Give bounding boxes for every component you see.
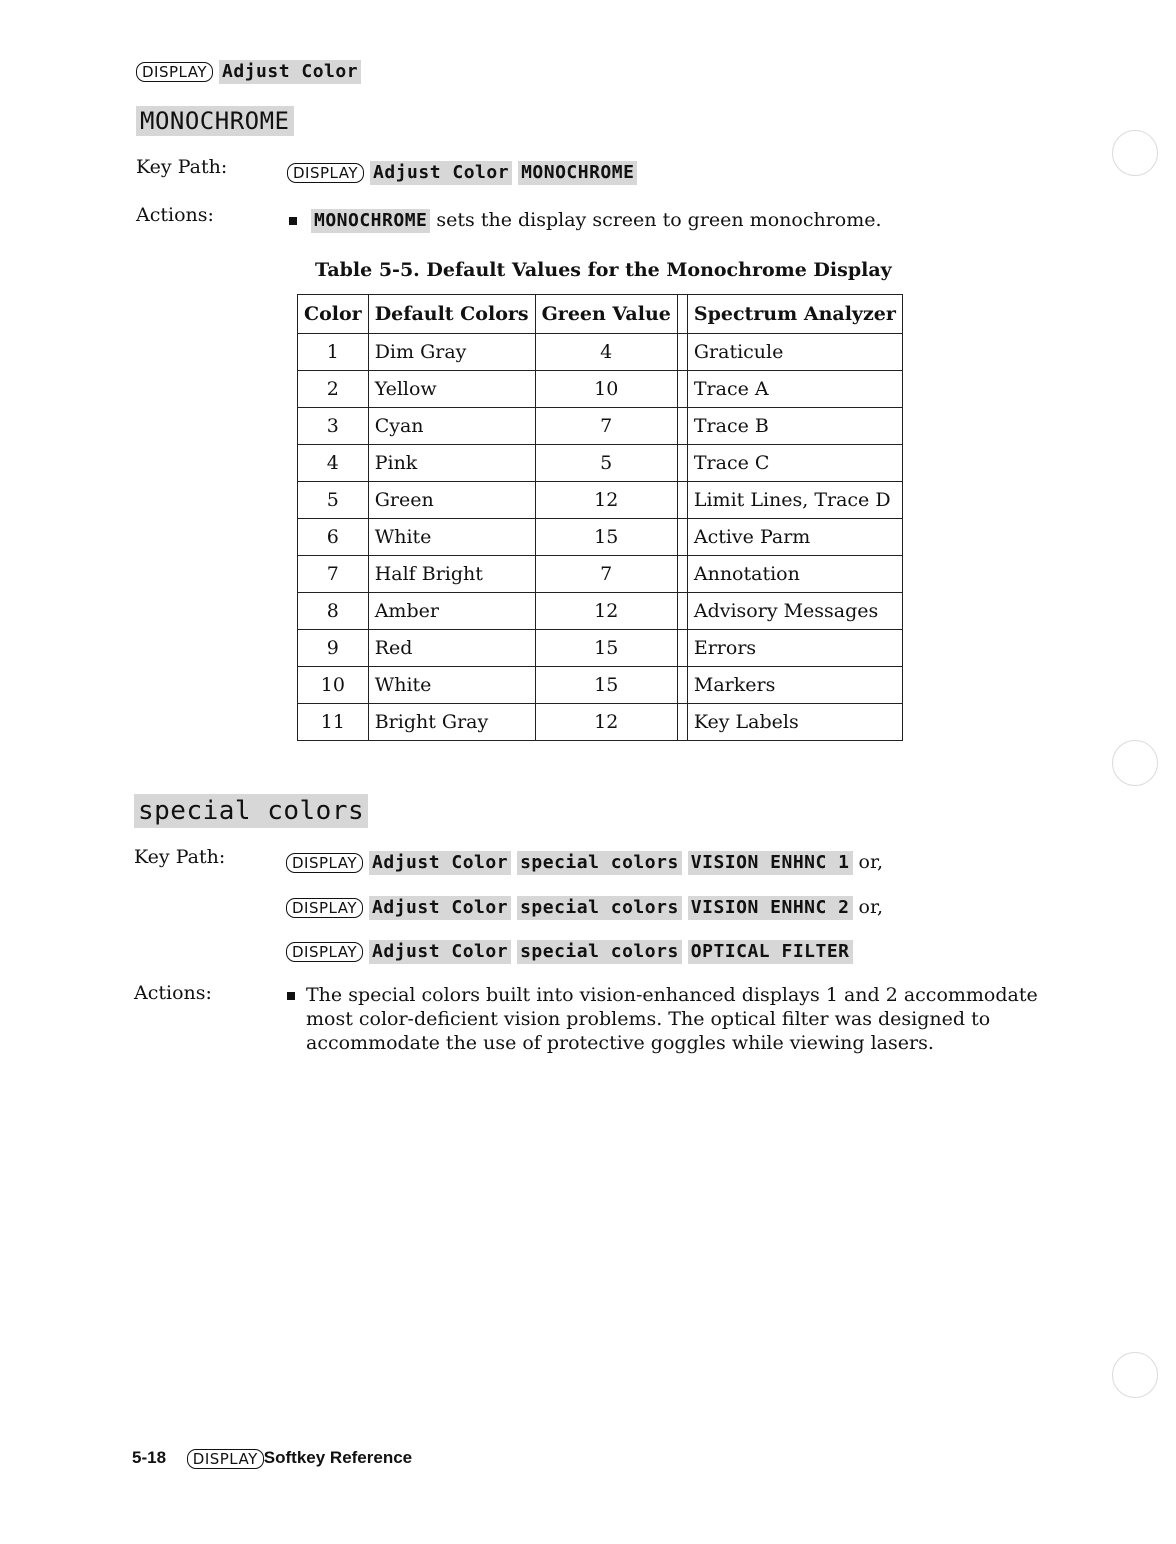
cell-analyzer-item: Trace C xyxy=(687,445,902,482)
cell-color-number: 5 xyxy=(298,482,369,519)
vision-enhnc-1-softkey: VISION ENHNC 1 xyxy=(688,851,853,875)
page-footer xyxy=(132,1448,412,1469)
cell-analyzer-item: Markers xyxy=(687,667,902,704)
cell-color-number: 7 xyxy=(298,556,369,593)
cell-default-color: Dim Gray xyxy=(368,334,535,371)
cell-green-value: 12 xyxy=(535,704,677,741)
cell-analyzer-item: Trace A xyxy=(687,371,902,408)
cell-color-number: 1 xyxy=(298,334,369,371)
special-action-line-3: accommodate the use of protective goggles while viewing lasers. xyxy=(306,1032,934,1054)
table-divider xyxy=(677,630,687,667)
cell-analyzer-item: Annotation xyxy=(687,556,902,593)
cell-color-number: 9 xyxy=(298,630,369,667)
display-hardkey: DISPLAY xyxy=(187,1449,264,1469)
cell-default-color: Amber xyxy=(368,593,535,630)
table-divider xyxy=(677,593,687,630)
cell-default-color: White xyxy=(368,519,535,556)
table-row xyxy=(298,445,903,482)
monochrome-actions-label: Actions: xyxy=(136,204,214,226)
cell-green-value: 15 xyxy=(535,519,677,556)
special-actions-label: Actions: xyxy=(134,982,212,1004)
special-key-path-3 xyxy=(286,940,853,964)
table-divider xyxy=(677,556,687,593)
table-caption: Table 5-5. Default Values for the Monochrome Display xyxy=(315,259,892,281)
cell-default-color: Red xyxy=(368,630,535,667)
table-divider xyxy=(677,445,687,482)
cell-default-color: Green xyxy=(368,482,535,519)
cell-default-color: Half Bright xyxy=(368,556,535,593)
display-hardkey: DISPLAY xyxy=(286,898,363,918)
table-header-row xyxy=(298,295,903,334)
punch-hole-top xyxy=(1112,130,1158,176)
adjust-color-softkey: Adjust Color xyxy=(369,940,511,964)
optical-filter-softkey: OPTICAL FILTER xyxy=(688,940,853,964)
special-key-path-2 xyxy=(286,896,883,920)
special-colors-softkey: special colors xyxy=(517,940,682,964)
cell-analyzer-item: Active Parm xyxy=(687,519,902,556)
cell-analyzer-item: Trace B xyxy=(687,408,902,445)
special-colors-title: special colors xyxy=(134,794,368,828)
cell-default-color: White xyxy=(368,667,535,704)
or-text: or, xyxy=(858,851,884,873)
table-divider xyxy=(677,704,687,741)
table-divider xyxy=(677,334,687,371)
table-divider xyxy=(677,295,687,334)
cell-default-color: Yellow xyxy=(368,371,535,408)
cell-green-value: 5 xyxy=(535,445,677,482)
punch-hole-bottom xyxy=(1112,1352,1158,1398)
table-row xyxy=(298,482,903,519)
cell-green-value: 12 xyxy=(535,482,677,519)
table-row xyxy=(298,519,903,556)
adjust-color-softkey: Adjust Color xyxy=(370,161,512,185)
cell-green-value: 15 xyxy=(535,667,677,704)
or-text: or, xyxy=(858,896,884,918)
header-color: Color xyxy=(298,295,369,334)
header-green-value: Green Value xyxy=(535,295,677,334)
cell-default-color: Bright Gray xyxy=(368,704,535,741)
vision-enhnc-2-softkey: VISION ENHNC 2 xyxy=(688,896,853,920)
monochrome-softkey: MONOCHROME xyxy=(311,209,430,233)
special-action-line-1: The special colors built into vision-enhanced displays 1 and 2 accommodate xyxy=(306,984,1038,1006)
adjust-color-softkey: Adjust Color xyxy=(369,896,511,920)
cell-analyzer-item: Key Labels xyxy=(687,704,902,741)
punch-hole-middle xyxy=(1112,740,1158,786)
table-row xyxy=(298,630,903,667)
special-colors-softkey: special colors xyxy=(517,896,682,920)
cell-color-number: 4 xyxy=(298,445,369,482)
special-action-item xyxy=(287,983,1038,1055)
display-hardkey: DISPLAY xyxy=(286,942,363,962)
monochrome-heading xyxy=(136,106,294,136)
cell-green-value: 7 xyxy=(535,556,677,593)
cell-color-number: 11 xyxy=(298,704,369,741)
cell-analyzer-item: Errors xyxy=(687,630,902,667)
cell-green-value: 15 xyxy=(535,630,677,667)
monochrome-title: MONOCHROME xyxy=(136,106,294,136)
table-row xyxy=(298,334,903,371)
cell-green-value: 4 xyxy=(535,334,677,371)
adjust-color-softkey: Adjust Color xyxy=(219,60,361,84)
monochrome-key-path-label: Key Path: xyxy=(136,156,228,178)
cell-default-color: Cyan xyxy=(368,408,535,445)
cell-color-number: 10 xyxy=(298,667,369,704)
display-hardkey: DISPLAY xyxy=(286,853,363,873)
table-divider xyxy=(677,371,687,408)
monochrome-softkey: MONOCHROME xyxy=(518,161,637,185)
table-divider xyxy=(677,482,687,519)
cell-analyzer-item: Limit Lines, Trace D xyxy=(687,482,902,519)
table-row xyxy=(298,371,903,408)
page-number: 5-18 xyxy=(132,1448,167,1467)
display-hardkey: DISPLAY xyxy=(287,163,364,183)
table-row xyxy=(298,556,903,593)
monochrome-table xyxy=(297,294,903,741)
special-key-path-label: Key Path: xyxy=(134,846,226,868)
cell-color-number: 6 xyxy=(298,519,369,556)
cell-color-number: 8 xyxy=(298,593,369,630)
cell-green-value: 10 xyxy=(535,371,677,408)
table-row xyxy=(298,593,903,630)
table-row xyxy=(298,667,903,704)
header-spectrum-analyzer: Spectrum Analyzer xyxy=(687,295,902,334)
display-hardkey: DISPLAY xyxy=(136,62,213,82)
table-divider xyxy=(677,519,687,556)
cell-color-number: 3 xyxy=(298,408,369,445)
monochrome-action-text: sets the display screen to green monochrome. xyxy=(436,209,882,231)
header-default-colors: Default Colors xyxy=(368,295,535,334)
cell-color-number: 2 xyxy=(298,371,369,408)
cell-analyzer-item: Graticule xyxy=(687,334,902,371)
cell-default-color: Pink xyxy=(368,445,535,482)
cell-analyzer-item: Advisory Messages xyxy=(687,593,902,630)
bullet-icon xyxy=(289,217,297,225)
footer-title: Softkey Reference xyxy=(263,1448,413,1467)
monochrome-action-item xyxy=(289,208,882,233)
special-action-line-2: most color-deficient vision problems. The optical filter was designed to xyxy=(306,1008,991,1030)
header-key-path xyxy=(136,60,361,84)
monochrome-key-path xyxy=(287,161,637,185)
table-row xyxy=(298,704,903,741)
special-key-path-1 xyxy=(286,851,883,875)
table-divider xyxy=(677,667,687,704)
table-divider xyxy=(677,408,687,445)
cell-green-value: 12 xyxy=(535,593,677,630)
special-colors-softkey: special colors xyxy=(517,851,682,875)
table-row xyxy=(298,408,903,445)
cell-green-value: 7 xyxy=(535,408,677,445)
bullet-icon xyxy=(287,992,295,1000)
special-colors-heading xyxy=(134,794,368,828)
adjust-color-softkey: Adjust Color xyxy=(369,851,511,875)
